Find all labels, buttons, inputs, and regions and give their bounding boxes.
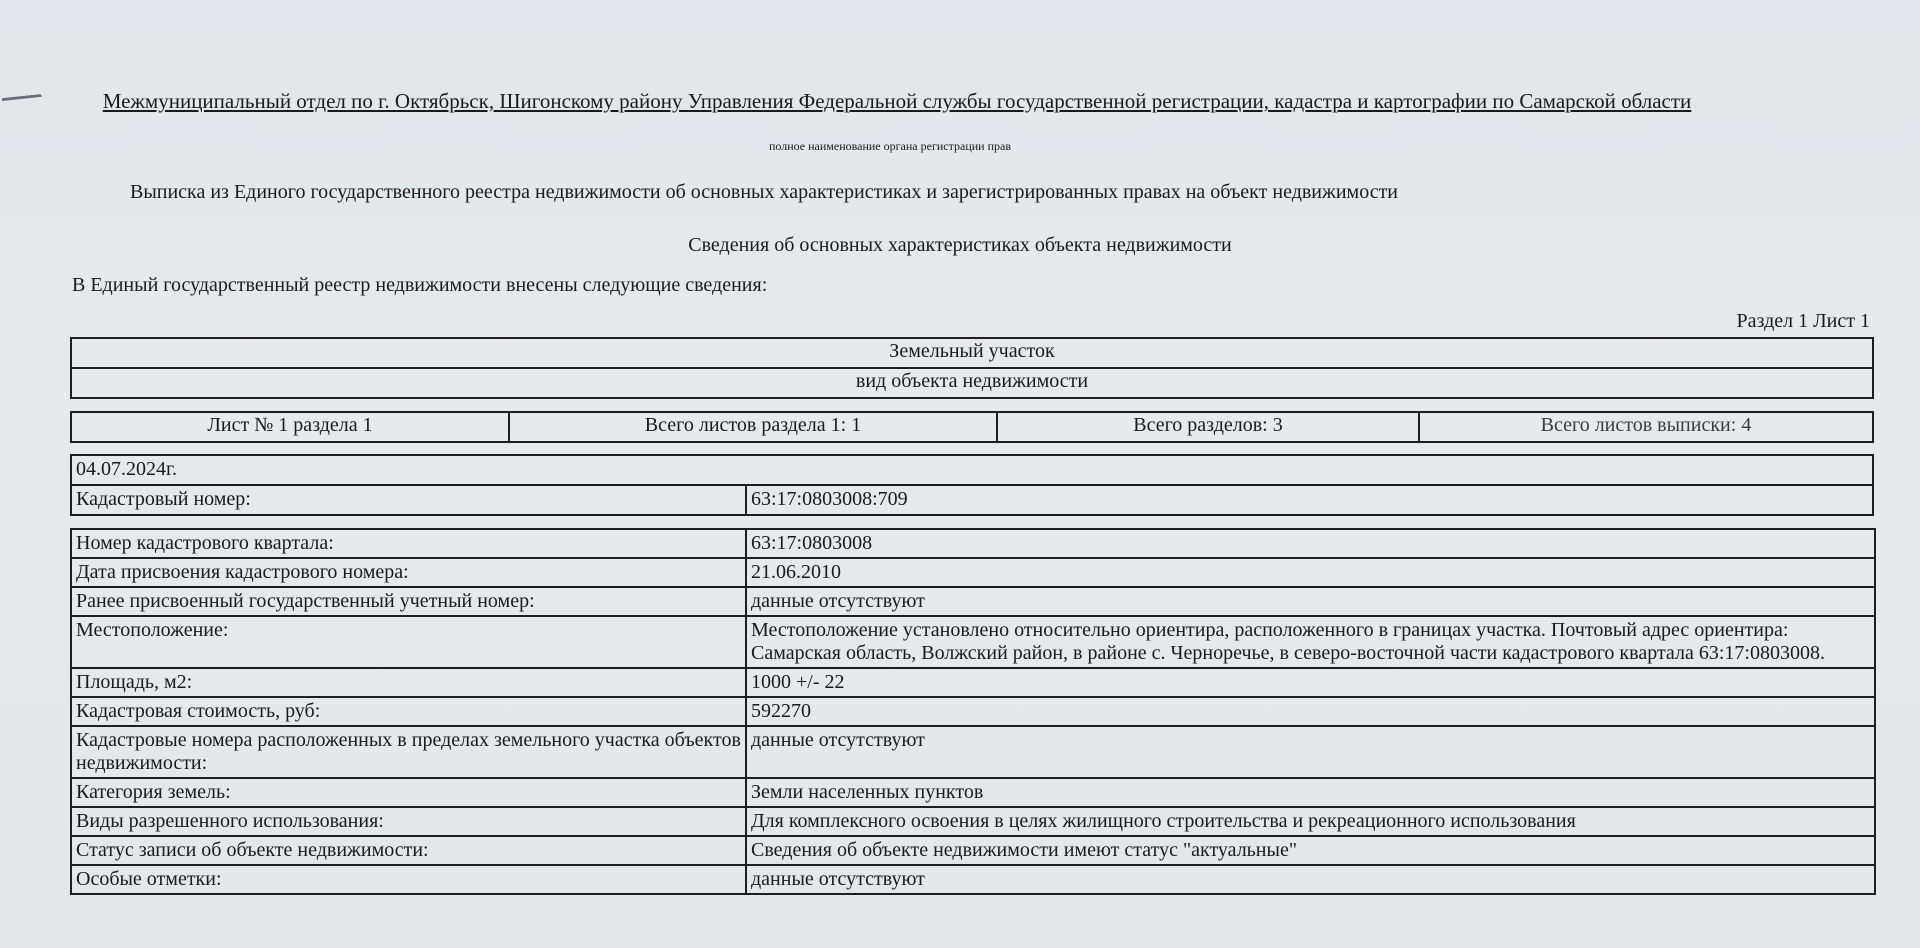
sheet-number: Лист № 1 раздела 1 [71,412,509,442]
table-row [71,778,1875,807]
row-label: Местоположение: [71,616,746,668]
total-section-sheets: Всего листов раздела 1: 1 [509,412,997,442]
section-title: Сведения об основных характеристиках объекта недвижимости [688,234,1232,256]
record-date: 04.07.2024г. [71,455,1873,485]
table-row [71,865,1875,894]
table-row [71,668,1875,697]
row-label: Номер кадастрового квартала: [71,529,746,558]
table-row [71,726,1875,778]
row-value: данные отсутствуют [746,587,1875,616]
row-label: Площадь, м2: [71,668,746,697]
record-table [70,454,1874,516]
registration-authority: Межмуниципальный отдел по г. Октябрьск, Шигонскому району Управления Федеральной службы государственной регистрации, кадастра и картографии по Самарской области [102,89,1692,113]
cadastral-number-label: Кадастровый номер: [71,485,746,515]
row-label: Статус записи об объекте недвижимости: [71,836,746,865]
table-row [71,587,1875,616]
intro-text: В Единый государственный реестр недвижимости внесены следующие сведения: [72,274,768,296]
row-label: Категория земель: [71,778,746,807]
row-value: Земли населенных пунктов [746,778,1875,807]
row-label: Особые отметки: [71,865,746,894]
sheet-reference: Раздел 1 Лист 1 [1736,310,1870,332]
sheets-table [70,411,1874,443]
row-value: данные отсутствуют [746,865,1875,894]
row-value: 1000 +/- 22 [746,668,1875,697]
row-label: Дата присвоения кадастрового номера: [71,558,746,587]
row-label: Кадастровая стоимость, руб: [71,697,746,726]
row-value: 63:17:0803008 [746,529,1875,558]
staple-mark [2,94,43,107]
row-label: Ранее присвоенный государственный учетный номер: [71,587,746,616]
total-extract-sheets: Всего листов выписки: 4 [1419,412,1873,442]
row-value: Для комплексного освоения в целях жилищного строительства и рекреационного использования [746,807,1875,836]
row-label: Кадастровые номера расположенных в пределах земельного участка объектов недвижимости: [71,726,746,778]
table-row [71,697,1875,726]
characteristics-table [70,528,1876,895]
object-type-caption: вид объекта недвижимости [71,368,1873,398]
row-value: 21.06.2010 [746,558,1875,587]
object-type-table [70,337,1874,399]
row-value: 592270 [746,697,1875,726]
table-row [71,529,1875,558]
object-type: Земельный участок [71,338,1873,368]
cadastral-number-value: 63:17:0803008:709 [746,485,1873,515]
row-value: Сведения об объекте недвижимости имеют статус "актуальные" [746,836,1875,865]
extract-title: Выписка из Единого государственного реестра недвижимости об основных характеристиках и зарегистрированных правах на объект недвижимости [130,181,1399,203]
row-value: Местоположение установлено относительно ориентира, расположенного в границах участка. Почтовый адрес ориентира: Самарская область, Волжский район, в районе с. Черноречье, в северо-восточной части кадастрового квартала 63:17:0803008. [746,616,1875,668]
table-row [71,558,1875,587]
table-row [71,616,1875,668]
row-label: Виды разрешенного использования: [71,807,746,836]
table-row [71,836,1875,865]
authority-caption: полное наименование органа регистрации прав [768,139,1012,153]
total-sections: Всего разделов: 3 [997,412,1419,442]
row-value: данные отсутствуют [746,726,1875,778]
table-row [71,807,1875,836]
